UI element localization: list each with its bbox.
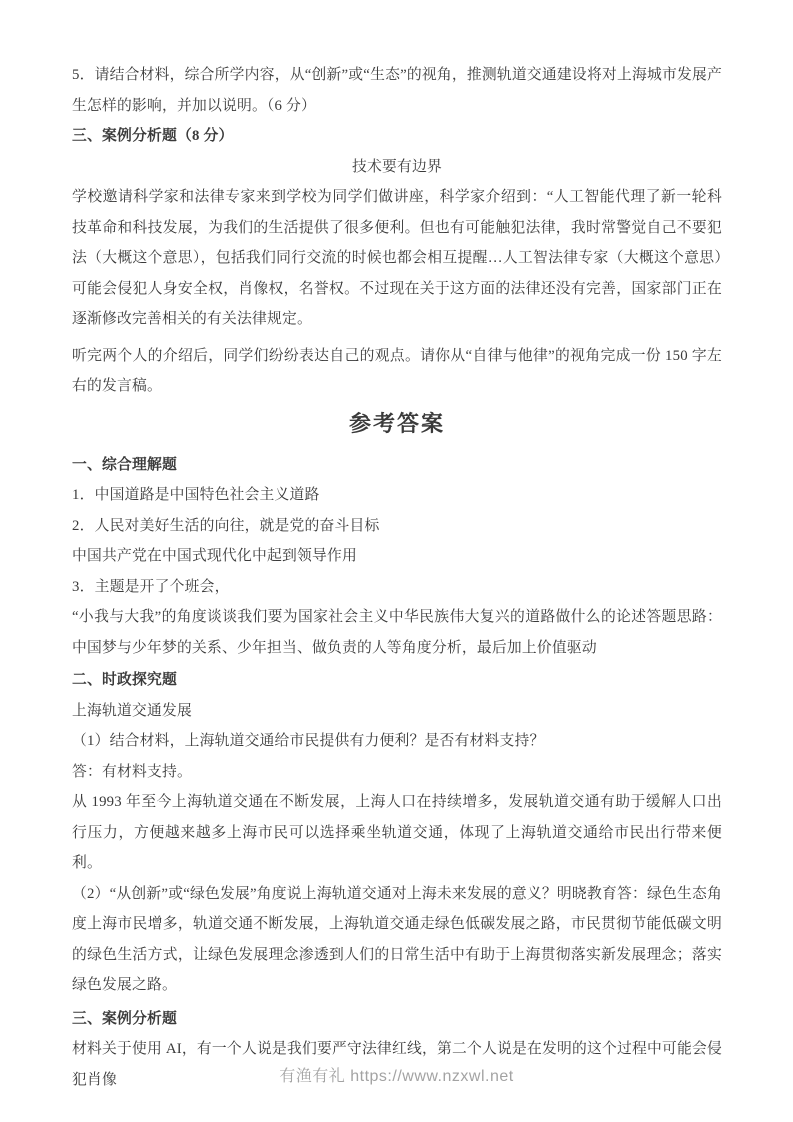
answer-2-question-1: （1）结合材料，上海轨道交通给市民提供有力便利？是否有材料支持？ <box>72 733 545 749</box>
answer-1-2-note: 中国共产党在中国式现代化中起到领导作用 <box>72 548 357 564</box>
answer-1-3: 3．主题是开了个班会， <box>72 578 230 595</box>
answer-2-answer-1-detail: 从 1993 年至今上海轨道交通在不断发展，上海人口在持续增多，发展轨道交通有助于缓解人口出行压力，方便越来越多上海市民可以选择乘坐轨道交通，体现了上海轨道交通给市民出行带来便利。 <box>72 794 722 871</box>
reference-answers-title: 参考答案 <box>348 410 445 436</box>
answer-2-answer-2: （2）“从创新”或“绿色发展”角度说上海轨道交通对上海未来发展的意义？明晓教育答：绿色生态角度上海市民增多，轨道交通不断发展，上海轨道交通走绿色低碳发展之路，市民贯彻节能低碳文明的绿色生活方式，让绿色发展理念渗透到人们的日常生活中有助于上海贯彻落实新发展理念；落实绿色发展之路。 <box>72 885 722 993</box>
case-study-title: 技术要有边界 <box>352 158 442 175</box>
answer-3-detail: 材料关于使用 AI，有一个人说是我们要严守法律红线，第二个人说是在发明的这个过程中可能会侵犯肖像 <box>72 1041 722 1088</box>
answer-2-answer-1: 答：有材料支持。 <box>72 763 192 780</box>
answer-1-3-detail: “小我与大我”的角度谈谈我们要为国家社会主义中华民族伟大复兴的道路做什么的论述答题思路：中国梦与少年梦的关系、少年担当、做负责的人等角度分析，最后加上价值驱动 <box>72 609 722 656</box>
answer-2-topic: 上海轨道交通发展 <box>72 702 192 719</box>
answer-section-1-heading: 一、综合理解题 <box>72 456 177 473</box>
answer-section-3-heading: 三、案例分析题 <box>72 1010 177 1027</box>
footer-watermark: 有渔有礼 https://www.nzxwl.net <box>279 1068 514 1085</box>
question-5-text: 5．请结合材料，综合所学内容，从“创新”或“生态”的视角，推测轨道交通建设将对上海城市发展产生怎样的影响，并加以说明。（6 分） <box>72 67 722 114</box>
answer-1-2: 2．人民对美好生活的向往，就是党的奋斗目标 <box>72 517 380 534</box>
case-study-paragraph-1: 学校邀请科学家和法律专家来到学校为同学们做讲座，科学家介绍到：“人工智能代理了新一轮科技革命和科技发展，为我们的生活提供了很多便利。但也有可能触犯法律，我时常警觉自己不要犯法（大概这个意思），包括我们同行交流的时候也都会相互提醒…人工智法律专家（大概这个意思）可能会侵犯人身安全权，肖像权，名誉权。不过现在关于这方面的法律还没有完善，国家部门正在逐渐修改完善相关的有关法律规定。 <box>72 189 722 327</box>
questions-section-3-heading: 三、案例分析题（8 分） <box>72 128 234 144</box>
case-study-paragraph-2: 听完两个人的介绍后，同学们纷纷表达自己的观点。请你从“自律与他律”的视角完成一份 150 字左右的发言稿。 <box>72 347 722 394</box>
answer-section-2-heading: 二、时政探究题 <box>72 672 177 688</box>
answer-1-1: 1．中国道路是中国特色社会主义道路 <box>72 487 320 503</box>
